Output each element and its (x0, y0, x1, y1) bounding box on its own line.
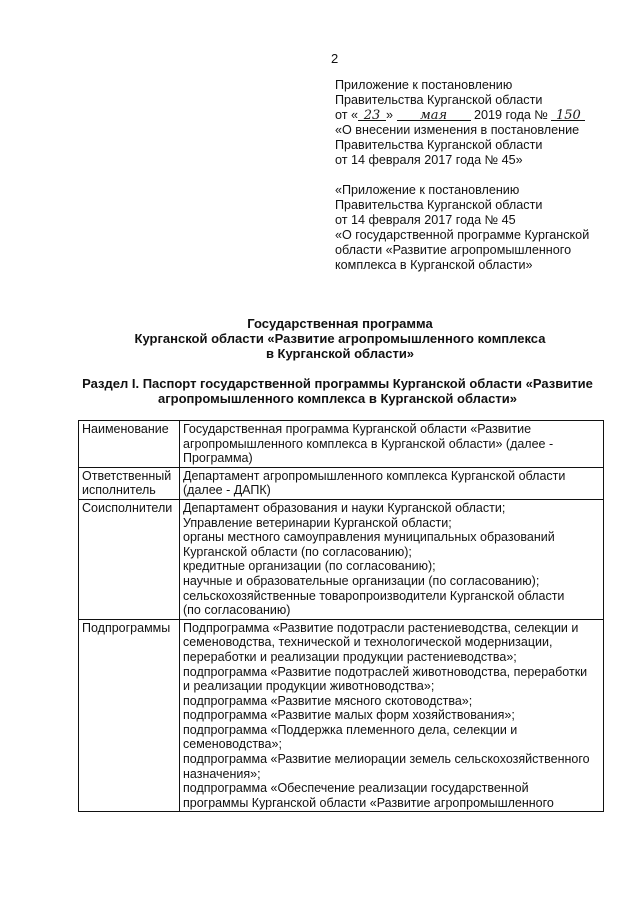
handwritten-month: мая (419, 108, 448, 123)
program-title-line: в Курганской области» (265, 346, 415, 361)
page-number: 2 (331, 51, 339, 66)
appendix-line: области «Развитие агропромышленного (335, 243, 572, 257)
appendix-line: Правительства Курганской области (335, 198, 543, 212)
row-label: Наименование (79, 421, 180, 468)
appendix-line: «О государственной программе Курганской (335, 228, 590, 242)
table-row (79, 467, 604, 499)
appendix-line: Приложение к постановлению (335, 78, 513, 92)
appendix-date-line (335, 108, 625, 123)
appendix-amendment-block (335, 78, 625, 168)
program-title-line: Государственная программа (247, 316, 433, 331)
handwritten-number: 150 (556, 108, 581, 123)
section-title-line: агропромышленного комплекса в Курганской области» (158, 391, 517, 406)
passport-table (78, 420, 604, 812)
appendix-original-block (335, 183, 625, 273)
table-row (79, 421, 604, 468)
program-title (60, 316, 620, 361)
section-title (55, 376, 620, 406)
row-value: Подпрограмма «Развитие подотрасли растениеводства, селекции и семеноводства, технической и технологической модернизации, переработки и реализации продукции растениеводства»; подпрограмма «Развитие подотраслей животноводства, переработки и реализации продукции животноводства»; подпрограмма «Развитие мясного скотоводства»; подпрограмма «Развитие малых форм хозяйствования»; подпрограмма «Поддержка племенного дела, селекции и семеноводства»; подпрограмма «Развитие мелиорации земель сельскохозяйственного назначения»; подпрограмма «Обеспечение реализации государственной программы Курганской области «Развитие агропромышленного (180, 619, 604, 812)
appendix-line: комплекса в Курганской области» (335, 258, 533, 272)
date-year: 2019 года № (474, 108, 548, 122)
handwritten-day: 23 (363, 108, 381, 123)
row-label: Соисполнители (79, 499, 180, 619)
appendix-line: Правительства Курганской области (335, 93, 543, 107)
row-label: Ответственный исполнитель (79, 467, 180, 499)
appendix-line: от 14 февраля 2017 года № 45 (335, 213, 516, 227)
program-title-line: Курганской области «Развитие агропромышленного комплекса (134, 331, 546, 346)
row-value: Департамент агропромышленного комплекса Курганской области (далее - ДАПК) (180, 467, 604, 499)
appendix-line: «О внесении изменения в постановление (335, 123, 580, 137)
row-value: Департамент образования и науки Курганской области; Управление ветеринарии Курганской области; органы местного самоуправления муниципальных образований Курганской области (по согласованию); кредитные организации (по согласованию); научные и образовательные организации (по согласованию); сельскохозяйственные товаропроизводители Курганской области (по согласованию) (180, 499, 604, 619)
section-title-line: Раздел I. Паспорт государственной программы Курганской области «Развитие (82, 376, 593, 391)
table-row (79, 619, 604, 812)
appendix-line: «Приложение к постановлению (335, 183, 520, 197)
date-prefix: от « (335, 108, 358, 122)
row-label: Подпрограммы (79, 619, 180, 812)
row-value: Государственная программа Курганской области «Развитие агропромышленного комплекса в Курганской области» (далее - Программа) (180, 421, 604, 468)
date-mid: » (386, 108, 394, 122)
appendix-line: Правительства Курганской области (335, 138, 543, 152)
appendix-line: от 14 февраля 2017 года № 45» (335, 153, 523, 167)
table-row (79, 499, 604, 619)
